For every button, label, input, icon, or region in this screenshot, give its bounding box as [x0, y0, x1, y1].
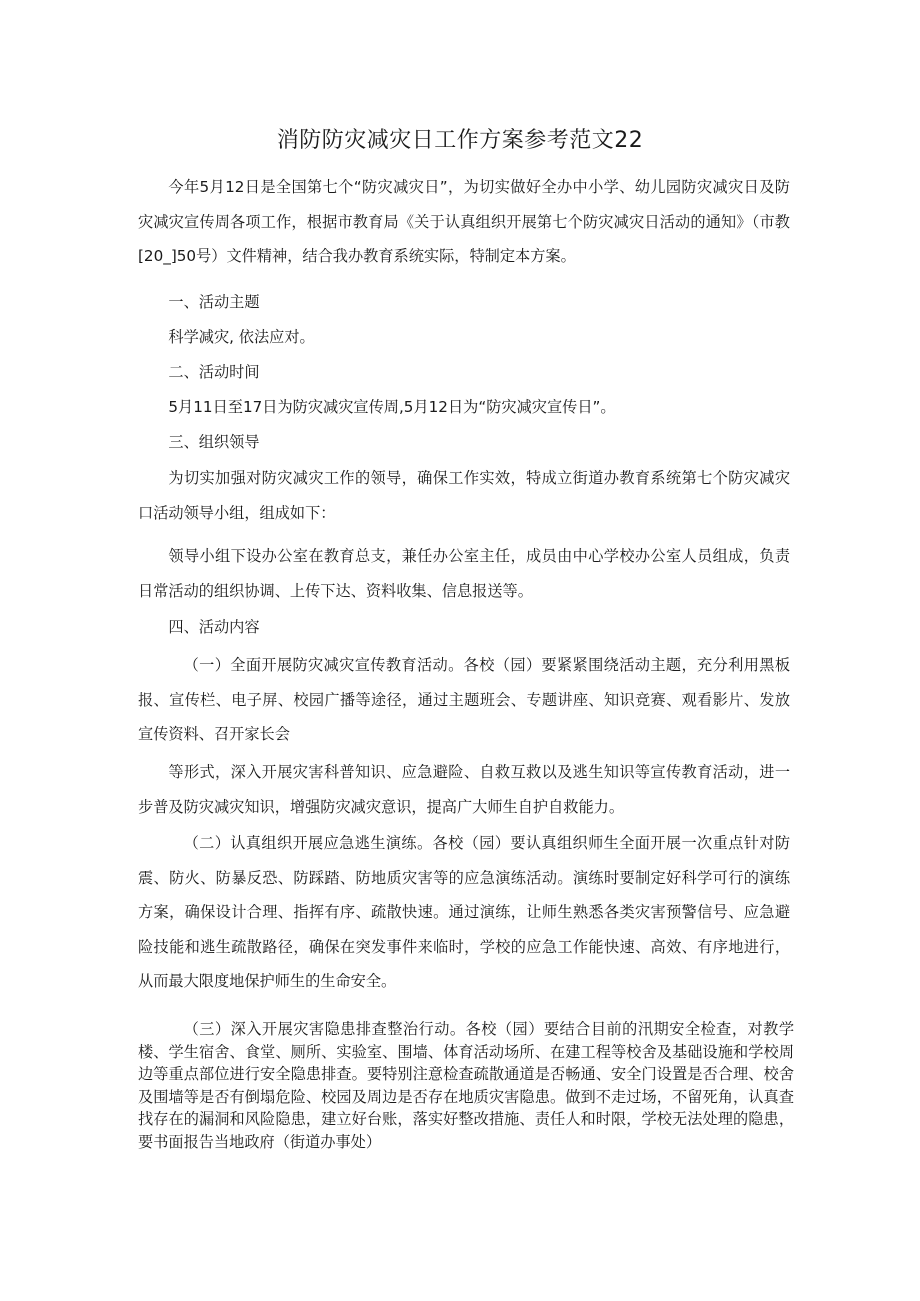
content-item-1: （一）全面开展防灾减灾宣传教育活动。各校（园）要紧紧围绕活动主题，充分利用黑板报、宣传栏、电子屏、校园广播等途径，通过主题班会、专题讲座、知识竞赛、观看影片、发放宣传资料、召开家长会 — [138, 656, 790, 744]
section-heading-time: 二、活动时间 — [168, 363, 260, 381]
content-item-1-continued: 等形式，深入开展灾害科普知识、应急避险、自救互救以及逃生知识等宣传教育活动，进一步普及防灾减灾知识，增强防灾减灾意识，提高广大师生自护自救能力。 — [138, 763, 790, 816]
section-heading-content: 四、活动内容 — [168, 618, 260, 636]
time-paragraph: 5月11日至17日为防灾减灾宣传周,5月12日为“防灾减灾宣传日”。 — [168, 398, 616, 416]
content-item-2: （二）认真组织开展应急逃生演练。各校（园）要认真组织师生全面开展一次重点针对防震、防火、防暴反恐、防踩踏、防地质灾害等的应急演练活动。演练时要制定好科学可行的演练方案，确保设计合理、指挥有序、疏散快速。通过演练，让师生熟悉各类灾害预警信号、应急避险技能和逃生疏散路径，确保在突发事件来临时，学校的应急工作能快速、高效、有序地进行，从而最大限度地保护师生的生命安全。 — [138, 834, 790, 991]
intro-paragraph: 今年5月12日是全国第七个“防灾减灾日”，为切实做好全办中小学、幼儿园防灾减灾日及防灾减灾宣传周各项工作，根据市教育局《关于认真组织开展第七个防灾减灾日活动的通知》（市教[20_]50号）文件精神，结合我办教育系统实际，特制定本方案。 — [138, 178, 790, 266]
theme-paragraph: 科学减灾, 依法应对。 — [168, 328, 315, 346]
content-item-3: （三）深入开展灾害隐患排查整治行动。各校（园）要结合目前的汛期安全检查，对教学楼、学生宿舍、食堂、厕所、实验室、围墙、体育活动场所、在建工程等校舍及基础设施和学校周边等重点部位进行安全隐患排查。要特别注意检查疏散通道是否畅通、安全门设置是否合理、校舍及围墙等是否有倒塌危险、校园及周边是否存在地质灾害隐患。做到不走过场，不留死角，认真查找存在的漏洞和风险隐患，建立好台账，落实好整改措施、责任人和时限，学校无法处理的隐患，要书面报告当地政府（街道办事处） — [138, 1020, 794, 1151]
section-heading-leadership: 三、组织领导 — [168, 433, 260, 451]
leadership-paragraph: 为切实加强对防灾减灾工作的领导，确保工作实效，特成立街道办教育系统第七个防灾减灾口活动领导小组，组成如下： — [138, 469, 790, 522]
document-title: 消防防灾减灾日工作方案参考范文22 — [276, 128, 644, 153]
office-paragraph: 领导小组下设办公室在教育总支，兼任办公室主任，成员由中心学校办公室人员组成，负责日常活动的组织协调、上传下达、资料收集、信息报送等。 — [138, 547, 790, 600]
section-heading-theme: 一、活动主题 — [168, 293, 260, 311]
